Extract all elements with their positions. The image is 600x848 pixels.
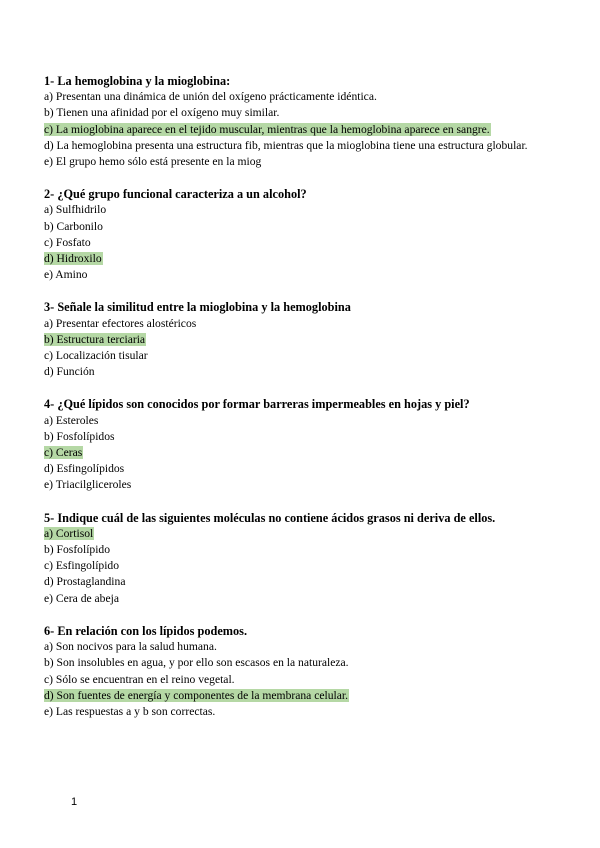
answer-option-highlighted bbox=[44, 122, 564, 138]
answer-option bbox=[44, 591, 564, 607]
answer-option-text: c) Localización tisular bbox=[44, 349, 148, 363]
answer-option-text: c) Sólo se encuentran en el reino vegetal. bbox=[44, 672, 235, 686]
question-title: 4- ¿Qué lípidos son conocidos por formar barreras impermeables en hojas y piel? bbox=[44, 397, 470, 412]
answer-option bbox=[44, 348, 564, 364]
answer-option-text: d) Esfingolípidos bbox=[44, 462, 125, 476]
answer-option bbox=[44, 219, 564, 235]
answer-option bbox=[44, 202, 564, 218]
answer-option-text: e) Cera de abeja bbox=[44, 591, 119, 605]
answer-option bbox=[44, 574, 564, 590]
answer-option bbox=[44, 235, 564, 251]
answer-option bbox=[44, 105, 564, 121]
answer-option bbox=[44, 429, 564, 445]
answer-option bbox=[44, 461, 564, 477]
answer-option bbox=[44, 558, 564, 574]
answer-option-text: e) Triacilgliceroles bbox=[44, 478, 132, 492]
answer-option bbox=[44, 639, 564, 655]
question-title: 1- La hemoglobina y la mioglobina: bbox=[44, 74, 231, 88]
question-title: 2- ¿Qué grupo funcional caracteriza a un alcohol? bbox=[44, 187, 307, 202]
answer-option-text: c) La mioglobina aparece en el tejido muscular, mientras que la hemoglobina aparece en sangre. bbox=[44, 122, 490, 136]
answer-option-highlighted bbox=[44, 526, 564, 542]
answer-option-text: e) Amino bbox=[44, 268, 88, 282]
answer-option-highlighted bbox=[44, 332, 564, 348]
answer-option-text: b) Tienen una afinidad por el oxígeno muy similar. bbox=[44, 106, 280, 120]
answer-option-highlighted bbox=[44, 251, 564, 267]
answer-option bbox=[44, 413, 564, 429]
answer-option-highlighted bbox=[44, 445, 564, 461]
answer-option bbox=[44, 138, 564, 154]
answer-option-text: b) Estructura terciaria bbox=[44, 332, 146, 346]
answer-option-text: b) Fosfolípido bbox=[44, 543, 111, 557]
question-block bbox=[44, 396, 564, 493]
answer-option-text: a) Esteroles bbox=[44, 413, 99, 427]
answer-option bbox=[44, 154, 564, 170]
answer-option-text: e) Las respuestas a y b son correctas. bbox=[44, 704, 216, 718]
answer-option bbox=[44, 316, 564, 332]
answer-option-text: d) Son fuentes de energía y componentes de la membrana celular. bbox=[44, 688, 349, 702]
answer-option-text: b) Carbonilo bbox=[44, 219, 103, 233]
answer-option-text: e) El grupo hemo sólo está presente en la miog bbox=[44, 155, 262, 169]
answer-option-text: a) Cortisol bbox=[44, 526, 94, 540]
answer-option-text: b) Fosfolípidos bbox=[44, 429, 115, 443]
answer-option-text: c) Fosfato bbox=[44, 235, 91, 249]
answer-option-text: c) Esfingolípido bbox=[44, 559, 120, 573]
answer-option-text: d) La hemoglobina presenta una estructura fib, mientras que la mioglobina tiene una estructura globular. bbox=[44, 138, 528, 152]
answer-option-text: a) Son nocivos para la salud humana. bbox=[44, 640, 217, 654]
question-block bbox=[44, 186, 564, 283]
answer-option-text: d) Función bbox=[44, 365, 95, 379]
answer-option-text: b) Son insolubles en agua, y por ello son escasos en la naturaleza. bbox=[44, 656, 349, 670]
answer-option-text: a) Presentar efectores alostéricos bbox=[44, 316, 197, 330]
answer-option-text: a) Sulfhidrilo bbox=[44, 203, 107, 217]
page-number: 1 bbox=[71, 796, 78, 808]
answer-option-text: d) Hidroxilo bbox=[44, 252, 102, 266]
question-block bbox=[44, 299, 564, 380]
question-title: 5- Indique cuál de las siguientes moléculas no contiene ácidos grasos ni deriva de ellos. bbox=[44, 510, 496, 525]
question-block bbox=[44, 73, 564, 170]
answer-option bbox=[44, 267, 564, 283]
answer-option bbox=[44, 542, 564, 558]
answer-option bbox=[44, 364, 564, 380]
answer-option-highlighted bbox=[44, 688, 564, 704]
answer-option bbox=[44, 89, 564, 105]
question-list bbox=[44, 73, 564, 736]
answer-option bbox=[44, 704, 564, 720]
answer-option bbox=[44, 655, 564, 671]
answer-option-text: a) Presentan una dinámica de unión del oxígeno prácticamente idéntica. bbox=[44, 90, 377, 104]
answer-option-text: d) Prostaglandina bbox=[44, 575, 126, 589]
answer-option bbox=[44, 672, 564, 688]
answer-option-text: c) Ceras bbox=[44, 446, 83, 460]
answer-option bbox=[44, 477, 564, 493]
question-block bbox=[44, 623, 564, 720]
question-title: 6- En relación con los lípidos podemos. bbox=[44, 623, 248, 638]
question-title: 3- Señale la similitud entre la mioglobina y la hemoglobina bbox=[44, 300, 351, 315]
question-block bbox=[44, 510, 564, 607]
